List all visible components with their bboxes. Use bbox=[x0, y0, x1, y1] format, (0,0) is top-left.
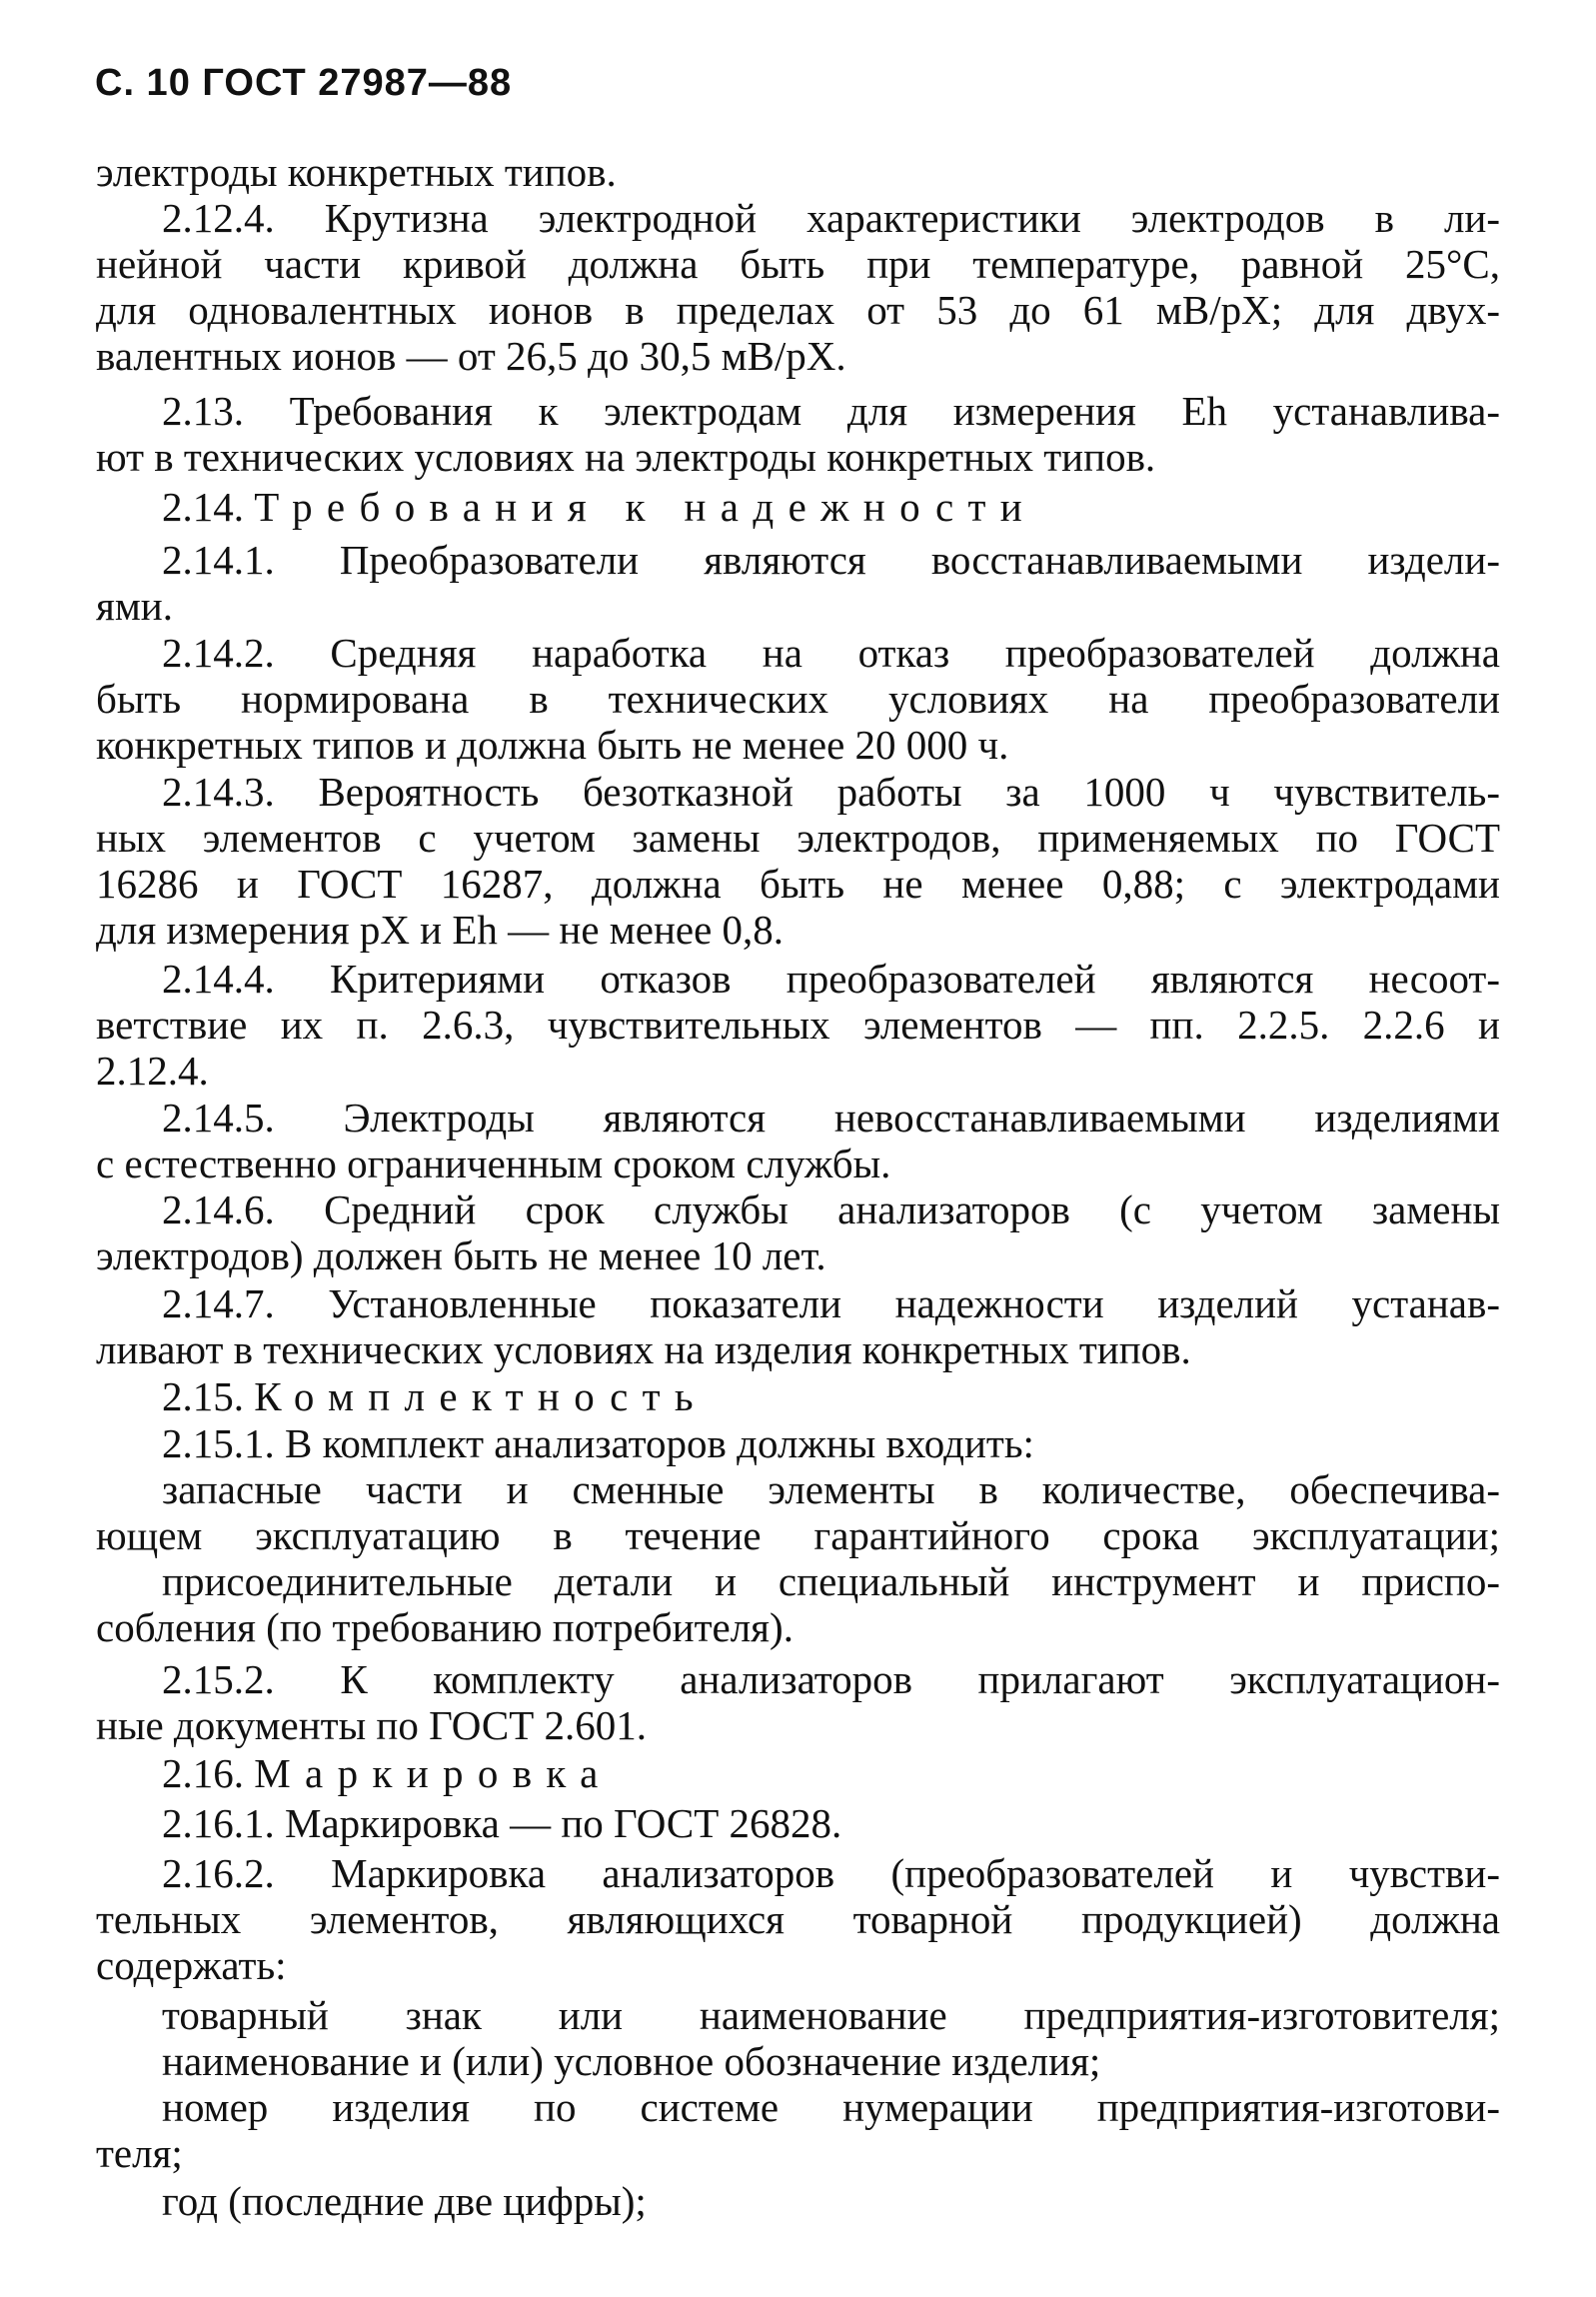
text-line: номер изделия по системе нумерации предприятия-изготови- bbox=[162, 2084, 1500, 2130]
text-line: 2.14.3. Вероятность безотказной работы за 1000 ч чувствитель- bbox=[162, 769, 1500, 815]
text-line: 2.14.7. Установленные показатели надежности изделий устанав- bbox=[162, 1280, 1500, 1326]
section-title: Комплектность bbox=[254, 1373, 708, 1419]
section-number: 2.14. bbox=[162, 484, 244, 530]
section-title: Требования к надежности bbox=[254, 484, 1037, 530]
section-number: 2.16. bbox=[162, 1750, 244, 1796]
text-line: нейной части кривой должна быть при температуре, равной 25°С, bbox=[96, 241, 1500, 287]
section-heading-reliability bbox=[162, 483, 1500, 531]
section-heading-marking bbox=[162, 1749, 1500, 1797]
text-line: содержать: bbox=[96, 1942, 287, 1988]
text-line: 2.15.1. В комплект анализаторов должны входить: bbox=[162, 1420, 1034, 1466]
text-line: наименование и (или) условное обозначение изделия; bbox=[162, 2038, 1101, 2084]
text-line: запасные части и сменные элементы в количестве, обеспечива- bbox=[162, 1466, 1500, 1512]
text-line: 2.15.2. К комплекту анализаторов прилагают эксплуатацион- bbox=[162, 1656, 1500, 1702]
text-line: ные документы по ГОСТ 2.601. bbox=[96, 1702, 648, 1748]
text-line: быть нормирована в технических условиях на преобразователи bbox=[96, 676, 1500, 722]
text-line: 2.14.5. Электроды являются невосстанавливаемыми изделиями bbox=[162, 1095, 1500, 1141]
text-line: товарный знак или наименование предприятия-изготовителя; bbox=[162, 1992, 1500, 2038]
text-line: с естественно ограниченным сроком службы. bbox=[96, 1141, 891, 1186]
text-line: 2.14.4. Критериями отказов преобразователей являются несоот- bbox=[162, 956, 1500, 1002]
text-line: 2.16.1. Маркировка — по ГОСТ 26828. bbox=[162, 1800, 842, 1846]
text-line: конкретных типов и должна быть не менее 20 000 ч. bbox=[96, 722, 1009, 768]
section-number: 2.15. bbox=[162, 1373, 244, 1419]
text-line: 2.13. Требования к электродам для измерения Eh устанавлива- bbox=[162, 388, 1500, 434]
text-line: 2.16.2. Маркировка анализаторов (преобразователей и чувстви- bbox=[162, 1850, 1500, 1896]
text-line: ливают в технических условиях на изделия конкретных типов. bbox=[96, 1326, 1191, 1372]
text-line: для одновалентных ионов в пределах от 53 до 61 мВ/рХ; для двух- bbox=[96, 287, 1500, 333]
text-line: 2.14.2. Средняя наработка на отказ преобразователей должна bbox=[162, 630, 1500, 676]
text-line: 16286 и ГОСТ 16287, должна быть не менее 0,88; с электродами bbox=[96, 861, 1500, 907]
text-line: ями. bbox=[96, 583, 173, 629]
text-line: ют в технических условиях на электроды конкретных типов. bbox=[96, 434, 1156, 480]
text-line: тельных элементов, являющихся товарной продукцией) должна bbox=[96, 1896, 1500, 1942]
text-line: для измерения рХ и Eh — не менее 0,8. bbox=[96, 907, 785, 953]
text-line: собления (по требованию потребителя). bbox=[96, 1604, 794, 1650]
text-line: 2.12.4. bbox=[96, 1048, 209, 1094]
text-line: присоединительные детали и специальный инструмент и приспо- bbox=[162, 1558, 1500, 1604]
text-line: ющем эксплуатацию в течение гарантийного срока эксплуатации; bbox=[96, 1512, 1500, 1558]
page-header: С. 10 ГОСТ 27987—88 bbox=[95, 62, 513, 104]
section-heading-completeness bbox=[162, 1372, 1500, 1420]
text-line: ветствие их п. 2.6.3, чувствительных элементов — пп. 2.2.5. 2.2.6 и bbox=[96, 1002, 1500, 1048]
text-line: 2.12.4. Крутизна электродной характеристики электродов в ли- bbox=[162, 195, 1500, 241]
text-line: ных элементов с учетом замены электродов, применяемых по ГОСТ bbox=[96, 815, 1500, 861]
text-line: год (последние две цифры); bbox=[162, 2178, 647, 2224]
section-title: Маркировка bbox=[254, 1750, 613, 1796]
text-line: электродов) должен быть не менее 10 лет. bbox=[96, 1232, 826, 1278]
text-line: валентных ионов — от 26,5 до 30,5 мВ/рХ. bbox=[96, 333, 846, 379]
text-line: 2.14.1. Преобразователи являются восстанавливаемыми издели- bbox=[162, 537, 1500, 583]
text-line: электроды конкретных типов. bbox=[96, 149, 617, 195]
text-line: теля; bbox=[96, 2130, 183, 2176]
text-line: 2.14.6. Средний срок службы анализаторов (с учетом замены bbox=[162, 1186, 1500, 1232]
